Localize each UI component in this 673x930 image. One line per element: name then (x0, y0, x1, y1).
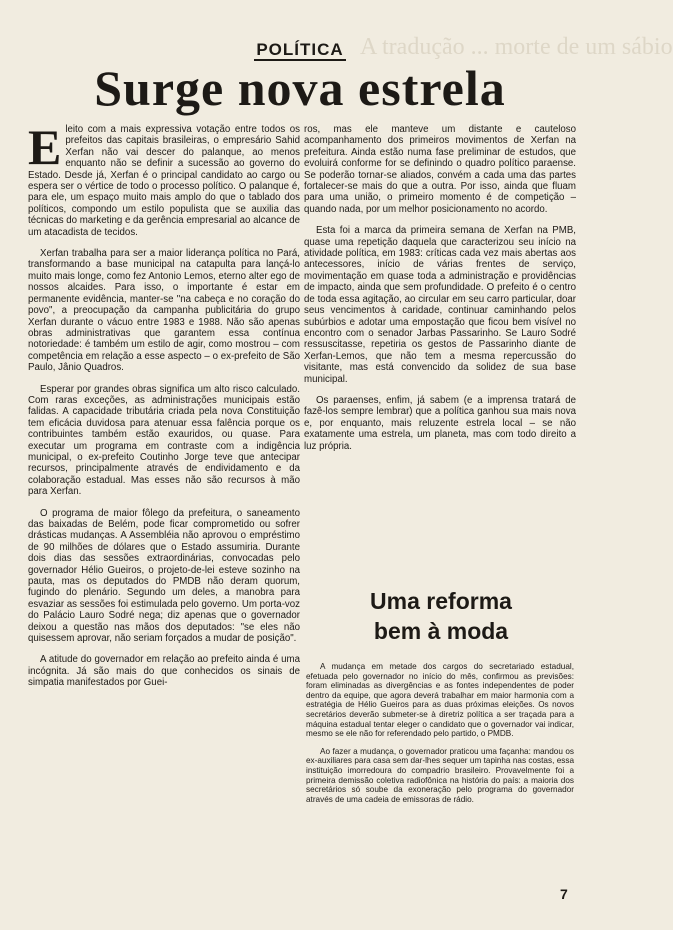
sidebar-title-line-2: bem à moda (373, 618, 509, 644)
sidebar-title-line-1: Uma reforma (370, 588, 512, 614)
article-paragraph-8: Os paraenses, enfim, já sabem (e a imprensa tratará de fazê-los sempre lembrar) que a política ganhou sua mais nova e, por enquanto, mais reluzente estrela local – se não exatamente uma estrela, um planeta, mas com todo direito a luz própria. (304, 394, 576, 452)
sidebar-title (310, 586, 572, 646)
article-paragraph-1 (28, 119, 300, 238)
article-paragraph-3: Esperar por grandes obras significa um alto risco calculado. Com raras exceções, as administrações municipais estão falidas. A capacidade tributária criada pela nova Constituição tem eficácia duvidosa para atenuar essa falência porque os contribuintes também estão exauridos, ou quase. Para executar um programa em contraste com a indigência municipal, o ex-prefeito Coutinho Jorge teve que antecipar recursos, principalmente através de endividamento e da colaboração estadual. Mas esses não são recursos à mão para Xerfan. (28, 383, 300, 498)
page-number: 7 (560, 886, 568, 902)
sidebar-paragraph-2: Ao fazer a mudança, o governador praticou uma façanha: mandou os ex-auxiliares para casa sem dar-lhes sequer um tapinha nas costas, essa instituição imorredoura do compadrio brasileiro. Provavelmente foi a primeira demissão coletiva radiofônica na história do país: a maioria dos secretários só soube da exoneração pelo programa do governador através de uma cadeia de emissoras de rádio. (306, 746, 574, 804)
section-label-text: POLÍTICA (256, 40, 344, 59)
article-paragraph-6: ros, mas ele manteve um distante e cauteloso acompanhamento dos primeiros movimentos de Xerfan na prefeitura. Ainda estão numa fase preliminar de estudos, que evoluirá conforme for se definindo o quadro político paraense. Se poderão tornar-se aliados, convém a cada uma das partes fortalecer-se mais do que a outra. Por isso, ainda que fluam para uma união, o primeiro momento é de competição – quando nada, por um melhor posicionamento no acordo. (304, 124, 576, 215)
article-column-left (28, 119, 300, 699)
article-column-right (304, 124, 576, 462)
sidebar-body (306, 662, 574, 812)
article-paragraph-2: Xerfan trabalha para ser a maior liderança política no Pará, transformando a base municipal na catapulta para lançá-lo muito mais longe, como fez Antonio Lemos, eterno alter ego de nossos alcaides. Para isso, o importante é estar em permanente evidência, manter-se "na cabeça e no coração do povo", a preocupação da campanha publicitária do grupo Xerfan durante o vácuo entre 1983 e 1988. Não são apenas obras administrativas que garantem essa contínua notoriedade: é também um estilo de agir, como mostrou – com competência em relação a esse aspecto – o ex-prefeito de São Paulo, Jânio Quadros. (28, 248, 300, 374)
headline: Surge nova estrela (94, 60, 506, 116)
article-paragraph-5: A atitude do governador em relação ao prefeito ainda é uma incógnita. Já são mais do que conhecidos os sinais de simpatia manifestados por Guei- (28, 654, 300, 689)
section-label (0, 40, 600, 60)
article-paragraph-7: Esta foi a marca da primeira semana de Xerfan na PMB, quase uma repetição daquela que caracterizou seu início na atividade política, em 1983: críticas cada vez mais abertas aos antecessores, início de várias frentes de serviço, movimentação em quase toda a administração e providências de impacto, ainda que sem profundidade. O prefeito é o centro de toda essa agitação, ao circular em seu carro particular, doar seus vencimentos à caridade, continuar caminhando pelos subúrbios e adotar uma empostação que ficou bem visível no encontro com o senador Jarbas Passarinho. Se Lauro Sodré ressuscitasse, repetiria os gestos de Passarinho diante de Xerfan-Lemos, que não tem a mesma repercussão do visitante, mas está convencido da solidez de sua base municipal. (304, 225, 576, 385)
ghost-show-through-text: A tradução ... morte de um sábio (360, 34, 673, 60)
article-paragraph-4: O programa de maior fôlego da prefeitura, o saneamento das baixadas de Belém, pode ficar comprometido ou sofrer drásticas mudanças. A Assembléia não aprovou o empréstimo de 90 milhões de dólares que o Estado assumiria. Durante dois dias das sessões extraordinárias, convocadas pelo governador Hélio Gueiros, o projeto-de-lei esteve sozinho na pauta, mas os deputados do PMDB não deram quorum, fugindo do plenário. Segundo um deles, a manobra para esvaziar as sessões foi estimulada pelo governo. Um porta-voz do Palácio Lauro Sodré nega; diz apenas que o governador deixou a questão nas mãos dos deputados: "se eles não quisessem aprovar, não seriam forçados a mudar de posição". (28, 507, 300, 645)
drop-cap: E (28, 119, 62, 175)
article-paragraph-1-text: leito com a mais expressiva votação entre todos os prefeitos das capitais brasileiras, o empresário Sahid Xerfan não vai descer do palanque, ao menos enquanto não se definir a sucessão ao governo do Estado. Desde já, Xerfan é o principal candidato ao cargo ou espera ser o vértice de todo o processo político. O palanque é, para ele, um espaço muito mais amplo do que o tablado dos políticos, compondo um estilo populista que se auxilia das técnicas do marketing e da gerência empresarial ao alcance de um atacadista de tecidos. (28, 124, 300, 238)
sidebar-paragraph-1: A mudança em metade dos cargos do secretariado estadual, efetuada pelo governador no início do mês, confirmou as previsões: foram eliminadas as divergências e as fontes independentes de poder dentro da equipe, que agora deverá trabalhar em maior harmonia com a estratégia de Hélio Gueiros para as duas próximas eleições. Os novos secretários deverão submeter-se à diretriz política a ser traçada para a máquina estadual tentar eleger o candidato que o governador vai indicar, mesmo se ele não for referendado pelo partido, o PMDB. (306, 662, 574, 739)
